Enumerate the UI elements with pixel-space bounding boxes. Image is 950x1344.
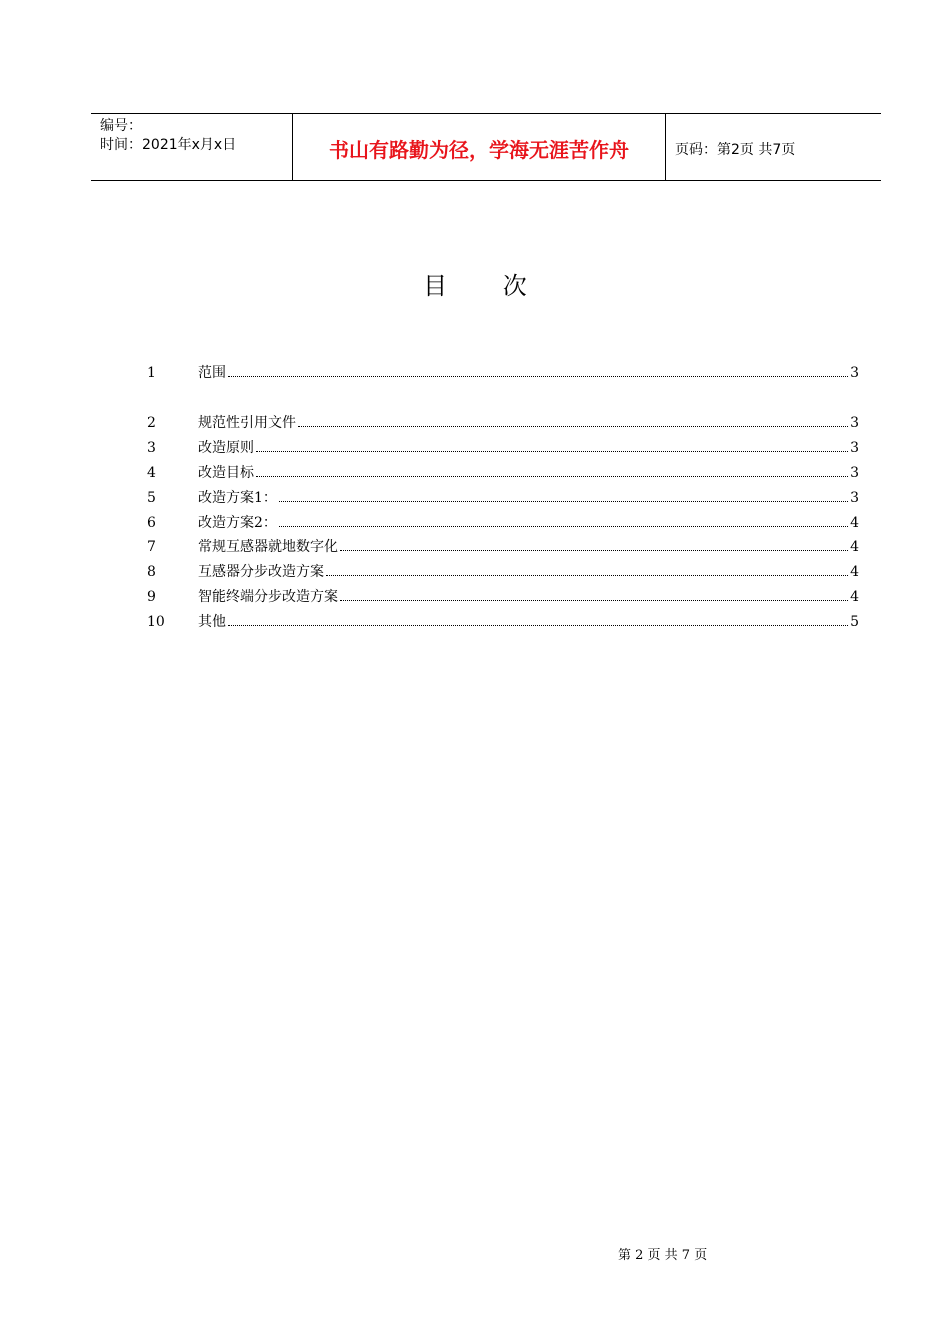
toc-entry[interactable] [147, 612, 859, 632]
toc-entry[interactable] [147, 537, 859, 557]
toc-entry-number: 5 [147, 490, 156, 506]
toc-entry-number: 3 [147, 440, 156, 456]
toc-entry-page: 3 [850, 365, 859, 381]
toc-leader-dots [228, 375, 848, 377]
toc-entry-label: 范围 [198, 365, 226, 381]
toc-leader-dots [256, 450, 848, 452]
toc-entry-number: 9 [147, 589, 156, 605]
toc-leader-dots [340, 549, 848, 551]
toc-leader-dots [256, 475, 848, 477]
toc-entry-page: 4 [850, 515, 859, 531]
toc-title: 目 次 [423, 272, 551, 300]
toc-entry[interactable] [147, 463, 859, 483]
toc-entry-label: 改造方案2： [198, 515, 277, 531]
toc-entry[interactable] [147, 488, 859, 508]
toc-entry-number: 2 [147, 415, 156, 431]
toc-entry[interactable] [147, 513, 859, 533]
document-number: 编号： [100, 118, 142, 134]
toc-leader-dots [340, 599, 848, 601]
toc-entry-label: 改造原则 [198, 440, 254, 456]
toc-entry-label: 常规互感器就地数字化 [198, 539, 338, 555]
toc-leader-dots [279, 500, 848, 502]
page-footer: 第 2 页 共 7 页 [618, 1248, 708, 1263]
header-meta [91, 114, 293, 180]
toc-leader-dots [298, 425, 848, 427]
toc-entry-page: 4 [850, 564, 859, 580]
toc-entry-number: 8 [147, 564, 156, 580]
page-header [91, 113, 881, 181]
toc-leader-dots [228, 624, 848, 626]
toc-entry[interactable] [147, 562, 859, 582]
toc-entry-number: 6 [147, 515, 156, 531]
toc-entry-number: 1 [147, 365, 156, 381]
toc-entry-label: 互感器分步改造方案 [198, 564, 324, 580]
toc-entry-label: 其他 [198, 614, 226, 630]
toc-entry-page: 3 [850, 490, 859, 506]
toc-entry[interactable] [147, 413, 859, 433]
toc-entry[interactable] [147, 363, 859, 383]
toc-leader-dots [326, 574, 848, 576]
toc-entry-page: 4 [850, 539, 859, 555]
toc-entry-number: 7 [147, 539, 156, 555]
toc-entry-page: 3 [850, 415, 859, 431]
toc-entry-page: 3 [850, 465, 859, 481]
toc-entry-label: 规范性引用文件 [198, 415, 296, 431]
toc-entry-page: 5 [850, 614, 859, 630]
toc-entry-page: 3 [850, 440, 859, 456]
toc-entry[interactable] [147, 438, 859, 458]
header-motto: 书山有路勤为径，学海无涯苦作舟 [293, 114, 666, 180]
toc-entry-label: 改造目标 [198, 465, 254, 481]
toc-entry-page: 4 [850, 589, 859, 605]
toc-entry-number: 10 [147, 614, 165, 630]
toc-leader-dots [279, 525, 848, 527]
toc-entry[interactable] [147, 587, 859, 607]
toc-entry-number: 4 [147, 465, 156, 481]
document-time: 时间：2021年x月x日 [100, 137, 237, 153]
header-page-info: 页码：第2页 共7页 [675, 141, 796, 158]
toc-entry-label: 智能终端分步改造方案 [198, 589, 338, 605]
toc-entry-label: 改造方案1： [198, 490, 277, 506]
